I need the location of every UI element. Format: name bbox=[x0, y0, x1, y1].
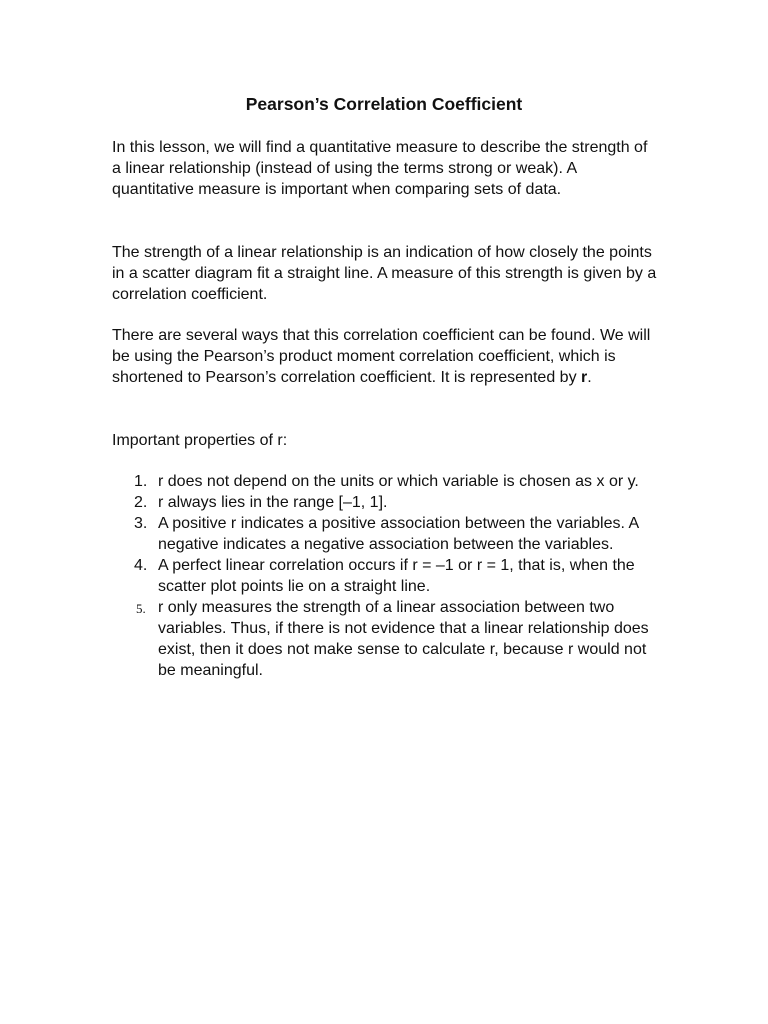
pearson-paragraph-text: There are several ways that this correlation coefficient can be found. We will be using the Pearson’s product moment correlation coefficient, which is shortened to Pearson’s correlation coefficient. It is represented by bbox=[112, 327, 651, 386]
list-item bbox=[112, 597, 660, 681]
pearson-paragraph-end: . bbox=[587, 369, 592, 386]
list-item bbox=[112, 492, 660, 513]
list-item-number: 1. bbox=[134, 473, 148, 490]
list-item-text: A perfect linear correlation occurs if r = –1 or r = 1, that is, when the scatter plot points lie on a straight line. bbox=[158, 557, 635, 595]
r-symbol: r bbox=[581, 369, 588, 386]
list-item-text: r does not depend on the units or which variable is chosen as x or y. bbox=[158, 473, 639, 490]
list-item bbox=[112, 513, 660, 555]
list-item-text: r always lies in the range [–1, 1]. bbox=[158, 494, 388, 511]
page-title: Pearson’s Correlation Coefficient bbox=[245, 94, 523, 114]
list-item bbox=[112, 471, 660, 492]
list-item-text: r only measures the strength of a linear association between two variables. Thus, if there is not evidence that a linear relationship does exist, then it does not make sense to calculate r, because r would not be meaningful. bbox=[158, 599, 649, 679]
list-item-text: A positive r indicates a positive association between the variables. A negative indicates a negative association between the variables. bbox=[158, 515, 639, 553]
properties-list bbox=[112, 471, 660, 681]
list-item-number: 4. bbox=[134, 557, 148, 574]
list-item-number: 5. bbox=[136, 601, 146, 616]
intro-paragraph: In this lesson, we will find a quantitative measure to describe the strength of a linear relationship (instead of using the terms strong or weak). A quantitative measure is important when comparing sets of data. bbox=[112, 139, 648, 198]
pearson-paragraph bbox=[112, 325, 660, 388]
list-item-number: 3. bbox=[134, 515, 148, 532]
list-item-number: 2. bbox=[134, 494, 148, 511]
properties-heading: Important properties of r: bbox=[112, 432, 288, 449]
strength-paragraph: The strength of a linear relationship is an indication of how closely the points in a scatter diagram fit a straight line. A measure of this strength is given by a correlation coefficient. bbox=[112, 244, 657, 303]
list-item bbox=[112, 555, 660, 597]
